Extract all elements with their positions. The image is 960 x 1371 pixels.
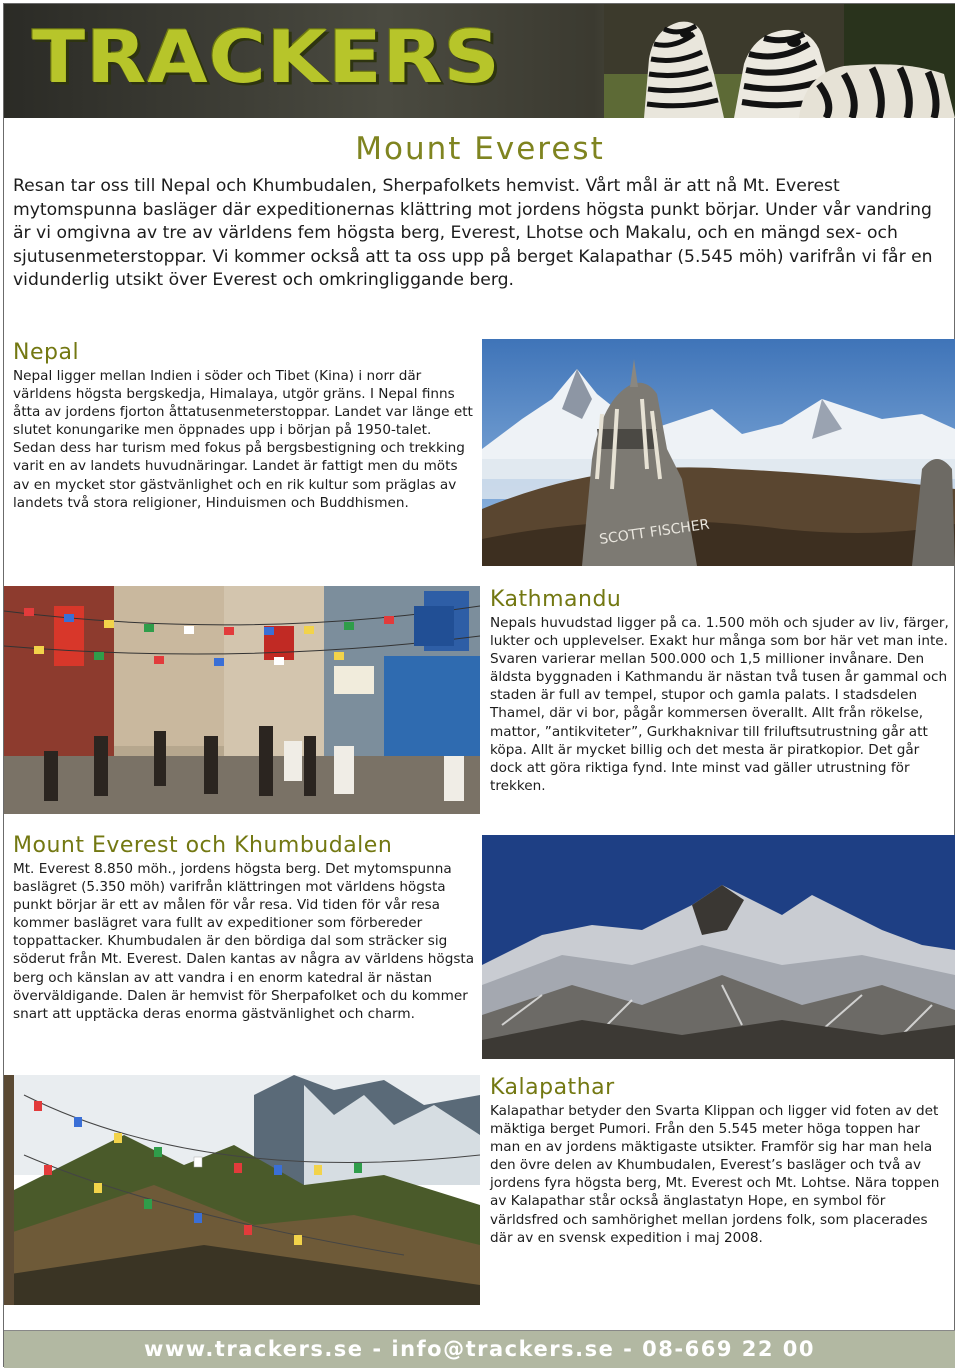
nepal-heading: Nepal — [13, 340, 80, 365]
kathmandu-text: Nepals huvudstad ligger på ca. 1.500 möh och sjuder av liv, färger, lukter och upplevelser. Exakt hur många som bor här vet man inte. Svaren varierar mellan 500.000 och 1,5 millioner invånare. Den äldsta byggnaden i Kathmandu är nästan två tusen år gammal och staden är full av tempel, stupor och gamla palats. I stadsdelen Thamel, där vi bor, pågår kommersen överallt. Allt från rökelse, mattor, ”antikviteter”, Gurkhaknivar till friluftsutrustning går att köpa. Allt är mycket billig och det mesta är piratkopior. Det går dock att göra riktiga fynd. Inte minst vad gäller utrustning för trekken. — [490, 615, 949, 794]
zebra-photo — [604, 4, 955, 118]
nepal-section — [13, 367, 477, 512]
kalapathar-text: Kalapathar betyder den Svarta Klippan och ligger vid foten av det mäktiga berget Pumori. Från den 5.545 meter höga toppen har man en av jordens mäktigaste utsikter. Framför sig har man hela den övre delen av Khumbudalen, Everest’s basläger och två av jordens fyra högsta berg, Mt. Everest och Mt. Lohtse. Nära toppen av Kalapathar står också änglastatyn Hope, en symbol för världsfred och samhörighet mellan jordens folk, som placerades där av en svensk expedition i maj 2008. — [490, 1103, 940, 1246]
intro-text: Resan tar oss till Nepal och Khumbudalen, Sherpafolkets hemvist. Vårt mål är att nå Mt. Everest mytomspunna basläger där expeditionernas klättring mot jordens högsta punkt börjar. Under vår vandring är vi omgivna av tre av världens fem högsta berg, Everest, Lhotse och Makalu, och en mängd sex- och sjutusenmeterstoppar. Vi kommer också att ta oss upp på berget Kalapathar (5.545 möh) varifrån vi får en vidunderlig utsikt över Everest och omkringliggande berg. — [13, 176, 933, 291]
page-title: Mount Everest — [355, 131, 605, 167]
kalapathar-section — [490, 1102, 952, 1247]
intro-paragraph — [13, 175, 943, 293]
nepal-text: Nepal ligger mellan Indien i söder och Tibet (Kina) i norr där världens högsta bergskedja, Himalaya, utgör gräns. I Nepal finns åtta av jordens fjorton åttatusenmeterstoppar. Landet var länge ett slutet konungarike men öppnades upp i början på 1950-talet. Sedan dess har turism med fokus på bergsbestigning och trekking varit en av landets huvudnäringar. Landet är fattigt men du möts av en mycket stor gästvänlighet och en rik kultur som präglas av landets två stora religioner, Hinduismen och Buddhismen. — [13, 368, 473, 511]
prayer-flags-photo — [4, 1075, 480, 1305]
everest-photo — [482, 835, 955, 1059]
trackers-logo: TRACKERS — [32, 16, 501, 100]
khumbu-heading: Mount Everest och Khumbudalen — [13, 833, 393, 858]
memorial-photo — [482, 339, 955, 566]
kalapathar-heading: Kalapathar — [490, 1075, 615, 1100]
header-banner — [4, 4, 955, 118]
footer-contact[interactable]: www.trackers.se - info@trackers.se - 08-669 22 00 — [143, 1337, 816, 1361]
memorial-inscription: SCOTT FISCHER — [598, 516, 711, 548]
footer-bar — [4, 1330, 955, 1368]
khumbu-text: Mt. Everest 8.850 möh., jordens högsta berg. Det mytomspunna baslägret (5.350 möh) varifrån klättringen mot världens högsta punkt börjar är ett av målen för vår resa. Vid tiden för vår resa kommer baslägret vara fullt av expeditioner som förbereder toppattacker. Khumbudalen är den bördiga dal som sträcker sig söderut från Mt. Everest. Dalen kantas av några av världens högsta berg och känslan av att vandra i en enorm katedral är nästan överväldigande. Dalen är hemvist för Sherpafolket och du kommer snart att upptäcka deras enorma gästvänlighet och charm. — [13, 861, 475, 1022]
kathmandu-heading: Kathmandu — [490, 587, 622, 612]
kathmandu-street-photo — [4, 586, 480, 814]
khumbu-section — [13, 860, 475, 1023]
kathmandu-section — [490, 614, 950, 795]
